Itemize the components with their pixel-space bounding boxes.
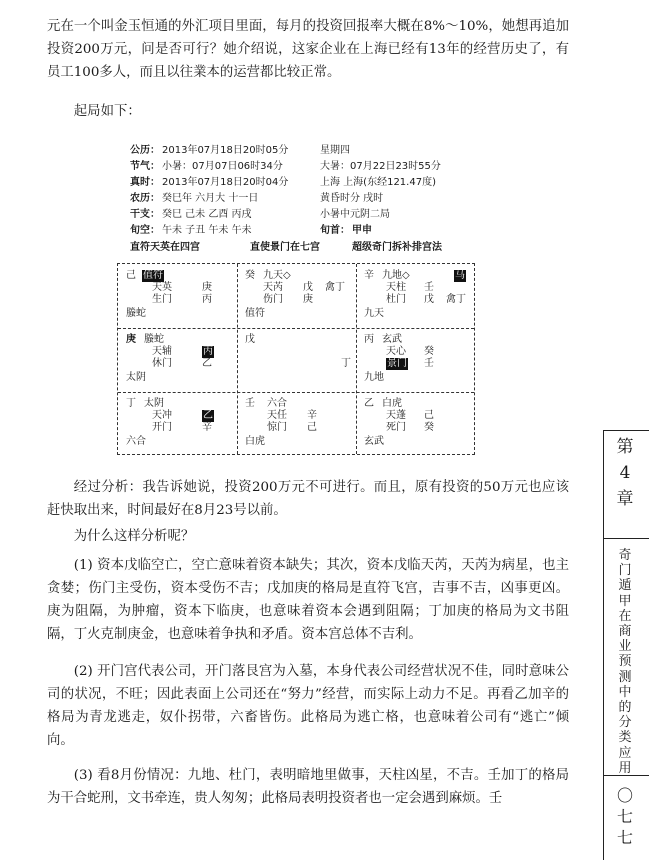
zhifu-text: 直符天英在四宫 (130, 242, 200, 253)
palace-god: 白虎 (245, 436, 265, 447)
analysis-point-1: (1) 资本戊临空亡，空亡意味着资本缺失；其次，资本戊临天芮，天芮为病星，也主贪婪；伤门主受伤，资本受伤不吉；戊加庚的格局是直符飞宫，吉事不吉，凶事更凶。庚为阻隔，为肿瘤，资本下临庚，也意味着资本会遇到阻隔；丁加庚的格局为文书阻隔，丁火克制庚金，也意味着争执和矛盾。资本宫总体不吉利。 (47, 558, 569, 642)
palace-god: 太阴 (126, 372, 146, 383)
intro-paragraph: 元在一个叫金玉恒通的外汇项目里面，每月的投资回报率大概在8%～10%，她想再追加投资200万元，问是否可行？她介绍说，这家企业在上海已经有13年的经营历史了，有员工100多人，而且以往業本的运营都比较正常。 (47, 19, 569, 80)
value-ju: 小暑中元阴二局 (320, 209, 390, 220)
chapter-number: 4 (619, 463, 631, 483)
label-ganzhi: 干支： (130, 209, 160, 220)
page-number: 〇七七 (616, 786, 633, 847)
palace-door: 景门 (387, 358, 407, 369)
value-weekday: 星期四 (320, 145, 350, 156)
value-nongli: 癸巳年 六月大 十一日 (162, 193, 259, 204)
palace-star: 天芮 (263, 282, 283, 293)
palace-stem4: 庚 (303, 294, 313, 305)
palace-stem3: 戊 (424, 294, 434, 305)
value-location: 上海 上海(东经121.47度) (320, 177, 436, 188)
palace-god: 九天 (364, 308, 384, 319)
palace-star: 天英 (152, 282, 172, 293)
horse-marker: 马 (455, 270, 465, 281)
chapter-suffix: 章 (616, 489, 634, 509)
palace-door: 死门 (386, 422, 406, 433)
value-jieqi: 小暑：07月07日06时34分 (162, 161, 283, 172)
palace-deity: 九地◇ (382, 270, 410, 281)
label-xunkong: 旬空： (130, 225, 160, 236)
palace-1 (237, 392, 356, 456)
palace-stem2: 乙 (203, 410, 213, 421)
palace-stem: 己 (126, 270, 136, 281)
label-zhenshi: 真时： (130, 177, 160, 188)
palace-3 (118, 328, 237, 392)
value-gongli: 2013年07月18日20时05分 (162, 145, 289, 156)
palace-door: 开门 (152, 422, 172, 433)
value-xunkong: 午未 子丑 午未 午未 (162, 225, 252, 236)
palace-stem: 癸 (245, 270, 255, 281)
palace-stem: 戊 (245, 334, 255, 345)
palace-god: 六合 (126, 436, 146, 447)
chapter-title: 奇门遁甲在商业预测中的分类应用 (618, 548, 632, 776)
palace-2 (356, 264, 475, 328)
value-jieqi2: 大暑：07月22日23时55分 (320, 161, 441, 172)
chapter-label: 第 (616, 437, 634, 457)
palace-door: 杜门 (386, 294, 406, 305)
value-shichen: 黄昏时分 戌时 (320, 193, 384, 204)
palace-deity: 白虎 (382, 398, 402, 409)
palace-deity: 九天◇ (263, 270, 291, 281)
palace-stem: 壬 (245, 398, 255, 409)
palace-6 (356, 392, 475, 456)
palace-stem: 丙 (364, 334, 374, 345)
layout-caption: 起局如下： (73, 104, 141, 119)
label-jieqi: 节气： (130, 161, 160, 172)
palace-star: 天任 (267, 410, 287, 421)
zhishi-text: 直使景门在七宫 (250, 242, 320, 253)
palace-stem3: 己 (307, 422, 317, 433)
palace-god: 值符 (245, 308, 265, 319)
palace-star: 天心 (386, 346, 406, 357)
palace-stem2: 丙 (203, 346, 213, 357)
palace-4 (118, 264, 237, 328)
palace-deity: 六合 (267, 398, 287, 409)
value-ganzhi: 癸巳 己未 乙酉 丙戌 (162, 209, 252, 220)
palace-stem3: 辛 (202, 422, 212, 433)
palace-deity: 螣蛇 (144, 334, 164, 345)
palace-deity: 值符 (143, 270, 163, 281)
palace-door: 生门 (152, 294, 172, 305)
palace-stem3: 壬 (424, 358, 434, 369)
chart-info (130, 143, 470, 256)
value-zhenshi: 2013年07月18日20时04分 (162, 177, 289, 188)
palace-stem: 丁 (126, 398, 136, 409)
palace-door: 伤门 (263, 294, 283, 305)
palace-deity: 玄武 (382, 334, 402, 345)
palace-stem2: 庚 (202, 282, 212, 293)
palace-god: 螣蛇 (126, 308, 146, 319)
palace-stem3: 癸 (424, 422, 434, 433)
palace-stem2: 丁 (341, 358, 351, 369)
palace-stem2: 己 (424, 410, 434, 421)
analysis-question: 为什么这样分析呢？ (73, 529, 195, 544)
palace-stem2: 戊 (303, 282, 313, 293)
palace-stem: 辛 (364, 270, 374, 281)
palace-deity: 太阴 (144, 398, 164, 409)
label-nongli: 农历： (130, 193, 160, 204)
palace-stem4: 禽丁 (446, 294, 466, 305)
label-gongli: 公历： (130, 145, 160, 156)
palace-5 (237, 328, 356, 392)
analysis-point-3: (3) 看8月份情况：九地、杜门，表明暗地里做事，天柱凶星，不吉。壬加丁的格局为干合蛇刑，文书牵连，贵人匆匆；此格局表明投资者也一定会遇到麻烦。壬 (47, 768, 569, 806)
palace-stem3: 禽丁 (325, 282, 345, 293)
palace-stem2: 壬 (424, 282, 434, 293)
palace-god: 九地 (364, 372, 384, 383)
palace-door: 惊门 (267, 422, 287, 433)
palace-stem2: 癸 (424, 346, 434, 357)
value-xunshou: 甲申 (352, 225, 372, 236)
palace-stem3: 乙 (202, 358, 212, 369)
palace-star: 天冲 (152, 410, 172, 421)
analysis-paragraph-1: 经过分析：我告诉她说，投资200万元不可进行。而且，原有投资的50万元也应该赶快取出来，时间最好在8月23号以前。 (47, 480, 569, 518)
palace-god: 玄武 (364, 436, 384, 447)
palace-star: 天柱 (386, 282, 406, 293)
analysis-point-2: (2) 开门宫代表公司，开门落艮宫为入墓，本身代表公司经营状况不佳，同时意味公司的状况，不旺；因此表面上公司还在“努力”经营，而实际上动力不足。再看乙加辛的格局为青龙逃走，奴仆拐带，六畜皆伤。此格局为逃亡格，也意味着公司有“逃亡”倾向。 (47, 664, 569, 748)
nine-palace-grid (117, 263, 475, 455)
palace-7 (356, 328, 475, 392)
palace-stem2: 辛 (307, 410, 317, 421)
palace-stem3: 丙 (202, 294, 212, 305)
palace-star: 天蓬 (386, 410, 406, 421)
palace-star: 天辅 (152, 346, 172, 357)
palace-door: 休门 (152, 358, 172, 369)
palace-stem: 乙 (364, 398, 374, 409)
palace-9 (237, 264, 356, 328)
palace-stem: 庚 (126, 334, 136, 345)
palace-8 (118, 392, 237, 456)
method-text: 超级奇门拆补排宫法 (352, 242, 442, 253)
label-xunshou: 旬首： (320, 225, 350, 236)
